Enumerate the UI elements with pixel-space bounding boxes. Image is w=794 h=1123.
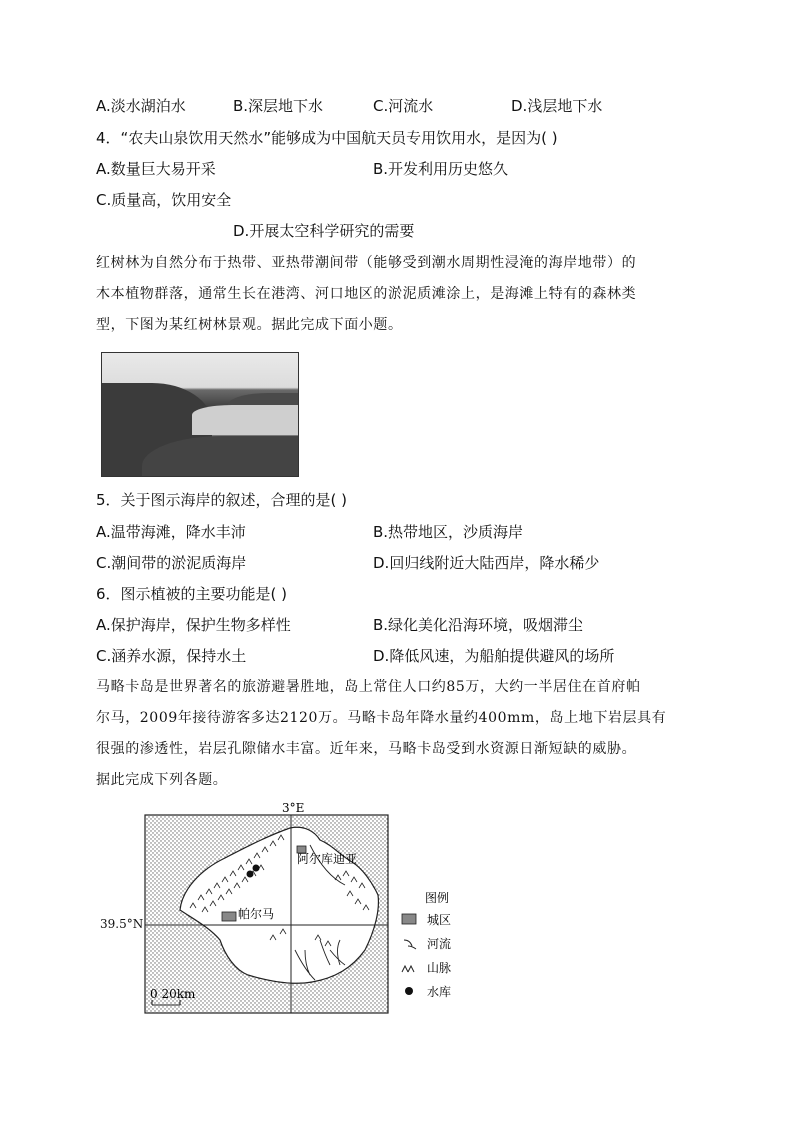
q4-stem: 4．“农夫山泉饮用天然水”能够成为中国航天员专用饮用水，是因为( ) (96, 129, 558, 147)
q3-option-c: C.河流水 (373, 97, 434, 115)
passage-mangrove-line-2: 木本植物群落，通常生长在港湾、河口地区的淤泥质滩涂上，是海滩上特有的森林类 (96, 286, 637, 302)
scale-label: 0 20km (150, 987, 196, 1001)
legend-city-symbol (402, 914, 416, 924)
q5-option-a: A.温带海滩，降水丰沛 (96, 523, 246, 541)
q3-option-d: D.浅层地下水 (511, 97, 603, 115)
q4-option-c: C.质量高，饮用安全 (96, 191, 232, 209)
q3-option-a: A.淡水湖泊水 (96, 97, 186, 115)
q6-option-b: B.绿化美化沿海环境，吸烟滞尘 (373, 616, 584, 634)
mallorca-map (140, 800, 480, 1020)
legend-item-river: 河流 (427, 937, 452, 951)
q5-option-d: D.回归线附近大陆西岸，降水稀少 (373, 554, 600, 572)
q4-option-d: D.开展太空科学研究的需要 (233, 222, 415, 240)
q6-option-c: C.涵养水源，保持水土 (96, 647, 247, 665)
legend-title: 图例 (425, 891, 450, 905)
q6-option-d: D.降低风速，为船舶提供避风的场所 (373, 647, 615, 665)
q4-option-b: B.开发利用历史悠久 (373, 160, 509, 178)
city-palma-label: 帕尔马 (238, 907, 275, 921)
mangrove-photo (101, 352, 299, 477)
reservoir-2 (247, 871, 254, 878)
latitude-label: 39.5°N (100, 917, 144, 931)
q4-option-a: A.数量巨大易开采 (96, 160, 216, 178)
passage-mallorca-line-2: 尔马，2009年接待游客多达2120万。马略卡岛年降水量约400mm，岛上地下岩层具有 (96, 710, 667, 726)
q5-stem: 5．关于图示海岸的叙述，合理的是( ) (96, 491, 348, 509)
city-alcudia-label: 阿尔库迪亚 (297, 852, 358, 866)
legend-river-symbol (404, 940, 416, 949)
longitude-label: 3°E (282, 801, 305, 815)
q6-stem: 6．图示植被的主要功能是( ) (96, 585, 288, 603)
q3-option-b: B.深层地下水 (233, 97, 324, 115)
legend-mountain-symbol (402, 966, 414, 972)
legend-item-mountain: 山脉 (427, 961, 452, 975)
q6-option-a: A.保护海岸，保护生物多样性 (96, 616, 291, 634)
reservoir-1 (253, 865, 260, 872)
q5-option-b: B.热带地区，沙质海岸 (373, 523, 524, 541)
passage-mallorca-line-4: 据此完成下列各题。 (96, 772, 228, 788)
city-palma-symbol (222, 912, 236, 921)
passage-mallorca-line-3: 很强的渗透性，岩层孔隙储水丰富。近年来，马略卡岛受到水资源日渐短缺的威胁。 (96, 741, 637, 757)
legend-item-reservoir: 水库 (427, 985, 452, 999)
legend-reservoir-symbol (405, 987, 413, 995)
passage-mallorca-line-1: 马略卡岛是世界著名的旅游避暑胜地，岛上常住人口约85万，大约一半居住在首府帕 (96, 679, 641, 695)
passage-mangrove-line-1: 红树林为自然分布于热带、亚热带潮间带（能够受到潮水周期性浸淹的海岸地带）的 (96, 255, 637, 271)
q5-option-c: C.潮间带的淤泥质海岸 (96, 554, 247, 572)
legend-item-city: 城区 (427, 913, 452, 927)
passage-mangrove-line-3: 型，下图为某红树林景观。据此完成下面小题。 (96, 317, 403, 333)
